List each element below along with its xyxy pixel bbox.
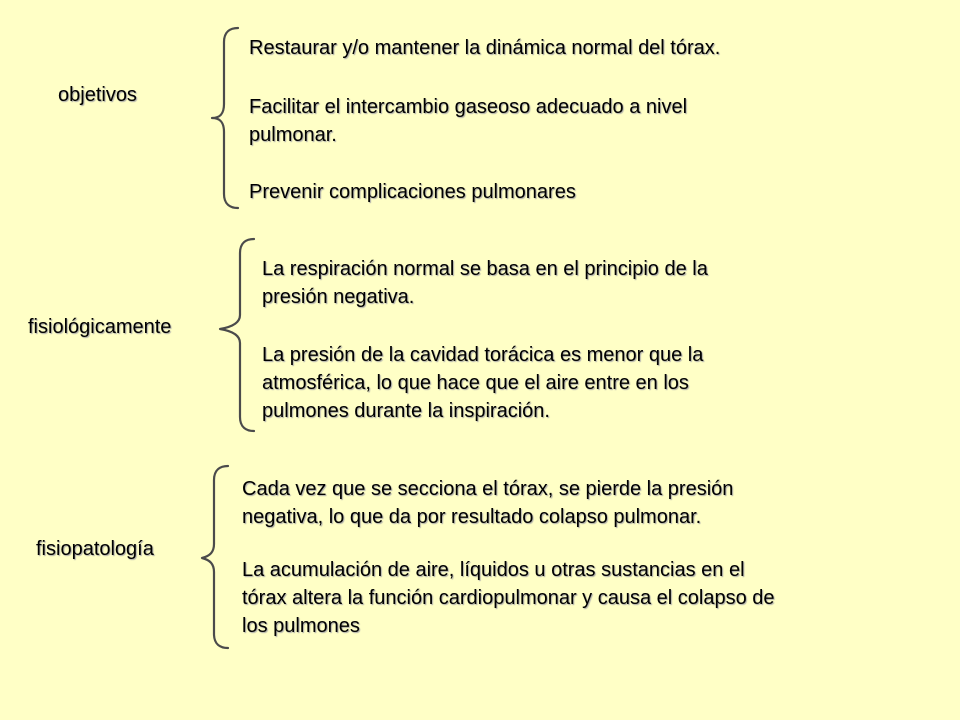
objetivos-item-1: Restaurar y/o mantener la dinámica normal del tórax. [249,37,721,59]
section-label-fisiopatologia: fisiopatología [36,538,154,560]
objetivos-item-3: Prevenir complicaciones pulmonares [249,181,576,203]
curly-brace-icon [196,464,236,650]
fisiopatologia-item-1-line-2: negativa, lo que da por resultado colapso pulmonar. [242,506,702,528]
fisiologicamente-item-1-line-1: La respiración normal se basa en el principio de la [262,258,708,280]
fisiologicamente-item-2-line-3: pulmones durante la inspiración. [262,400,550,422]
fisiopatologia-item-2-line-1: La acumulación de aire, líquidos u otras sustancias en el [242,559,745,581]
section-label-objetivos: objetivos [58,84,137,106]
fisiopatologia-item-2-line-2: tórax altera la función cardiopulmonar y causa el colapso de [242,587,775,609]
fisiopatologia-item-1-line-1: Cada vez que se secciona el tórax, se pierde la presión [242,478,734,500]
fisiologicamente-item-1-line-2: presión negativa. [262,286,415,308]
objetivos-item-2-line-2: pulmonar. [249,124,337,146]
section-label-fisiologicamente: fisiológicamente [28,316,172,338]
fisiologicamente-item-2-line-2: atmosférica, lo que hace que el aire entre en los [262,372,689,394]
fisiopatologia-item-2-line-3: los pulmones [242,615,360,637]
curly-brace-icon [206,26,246,210]
curly-brace-icon [214,237,262,433]
objetivos-item-2-line-1: Facilitar el intercambio gaseoso adecuado a nivel [249,96,688,118]
fisiologicamente-item-2-line-1: La presión de la cavidad torácica es menor que la [262,344,704,366]
